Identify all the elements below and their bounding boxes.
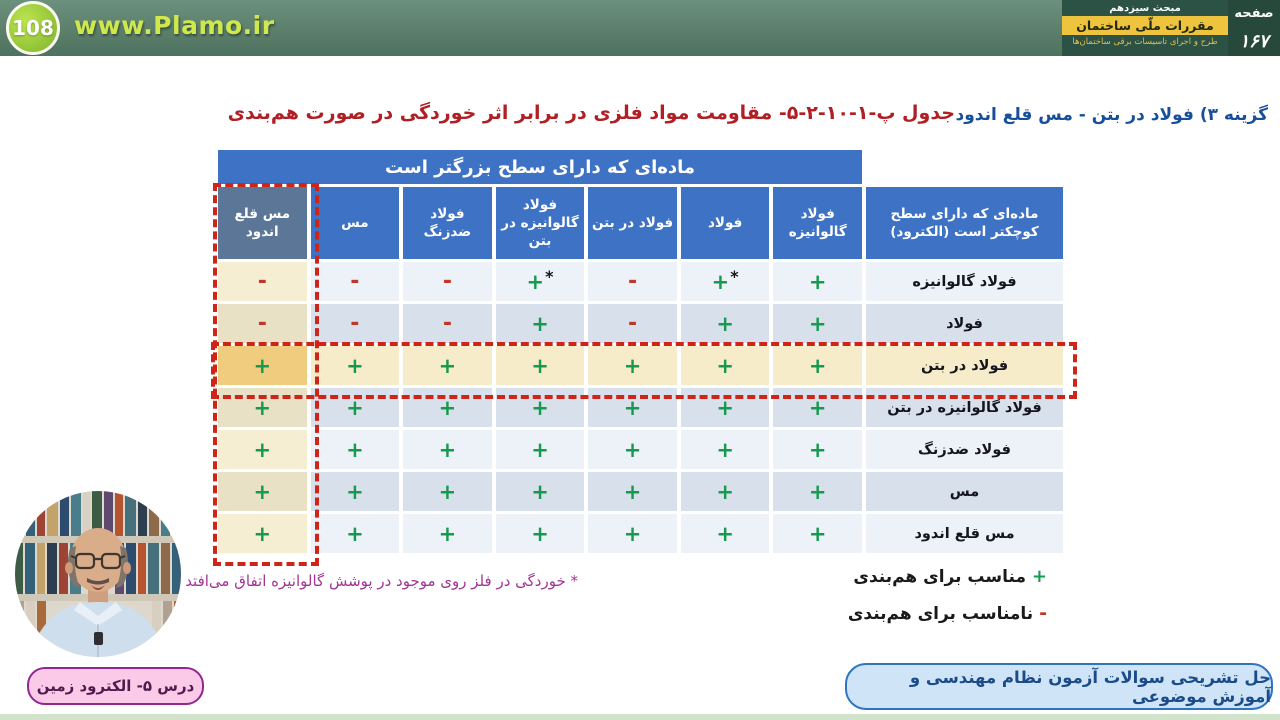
minus-symbol: -	[350, 311, 360, 336]
compat-cell	[403, 472, 492, 511]
column-header: فولاد ضدزنگ	[403, 187, 492, 259]
corrosion-table	[218, 150, 1063, 554]
compat-cell	[681, 430, 770, 469]
table-banner: ماده‌ای که دارای سطح بزرگتر است	[218, 150, 862, 184]
plus-symbol: +	[808, 353, 827, 378]
plus-symbol: +	[711, 269, 730, 294]
compat-cell	[496, 262, 585, 301]
plus-symbol: +	[531, 479, 549, 504]
legend-minus-row	[848, 602, 1047, 624]
compat-cell	[773, 388, 862, 427]
column-header: فولاد در بتن	[588, 187, 677, 259]
plus-symbol: +	[623, 521, 642, 546]
compat-cell	[218, 346, 307, 385]
plus-symbol: +	[438, 353, 457, 378]
legend	[848, 566, 1047, 639]
compat-cell	[403, 304, 492, 343]
compat-cell	[681, 346, 770, 385]
table-title: جدول پ-۱-۱۰-۲-۵- مقاومت مواد فلزی در برابر اثر خوردگی در صورت هم‌بندی	[227, 102, 955, 124]
plus-symbol: +	[253, 395, 272, 420]
plus-symbol: +	[808, 395, 827, 420]
plus-symbol: +	[808, 521, 827, 546]
row-label: مس	[866, 472, 1063, 511]
regulation-subtitle: طرح و اجرای تاسیسات برقی ساختمان‌ها	[1072, 37, 1218, 47]
compat-cell	[218, 430, 307, 469]
compat-cell	[311, 304, 400, 343]
minus-symbol: -	[442, 269, 452, 294]
plus-symbol: +	[623, 353, 642, 378]
plus-symbol: +	[808, 311, 827, 336]
plus-symbol: +	[531, 437, 549, 462]
plus-symbol: +	[253, 521, 272, 546]
minus-symbol: -	[628, 269, 638, 294]
plus-symbol: +	[253, 479, 272, 504]
row-label: فولاد گالوانیزه	[866, 262, 1063, 301]
instructor-illustration	[14, 490, 182, 658]
compat-cell	[773, 514, 862, 553]
compat-cell	[311, 430, 400, 469]
compat-cell	[496, 514, 585, 553]
compat-cell	[588, 514, 677, 553]
compat-cell	[218, 388, 307, 427]
compat-cell	[403, 514, 492, 553]
plus-symbol: +	[531, 311, 549, 336]
compat-cell	[218, 514, 307, 553]
compat-cell	[496, 430, 585, 469]
compat-cell	[773, 346, 862, 385]
compat-cell	[681, 304, 770, 343]
column-header: مس قلع اندود	[218, 187, 307, 259]
plus-symbol: +	[253, 437, 272, 462]
compat-cell	[588, 262, 677, 301]
compat-cell	[311, 514, 400, 553]
page-number: ۱۶۷	[1239, 31, 1269, 52]
lesson-pill: درس ۵- الکترود زمین	[27, 667, 204, 705]
compat-cell	[403, 430, 492, 469]
page-label: صفحه	[1234, 6, 1274, 21]
column-header: فولاد گالوانیزه در بتن	[496, 187, 585, 259]
compat-cell	[681, 514, 770, 553]
plus-symbol: +	[438, 395, 457, 420]
compat-cell	[496, 346, 585, 385]
minus-symbol: -	[350, 269, 360, 294]
row-label: مس قلع اندود	[866, 514, 1063, 553]
compat-cell	[311, 346, 400, 385]
plus-symbol: +	[716, 479, 734, 504]
plus-symbol: +	[346, 437, 364, 462]
bottom-strip	[0, 714, 1280, 720]
plus-symbol: +	[253, 353, 272, 378]
row-label: فولاد در بتن	[866, 346, 1063, 385]
compat-cell	[311, 262, 400, 301]
compat-cell	[218, 304, 307, 343]
plus-symbol: +	[531, 353, 549, 378]
plus-symbol: +	[438, 437, 457, 462]
row-header-cell: ماده‌ای که دارای سطح کوچکتر است (الکترود)	[866, 187, 1063, 259]
compat-cell	[588, 346, 677, 385]
legend-minus-label: نامناسب برای هم‌بندی	[847, 604, 1034, 624]
minus-symbol: -	[1039, 602, 1047, 624]
plus-symbol: +	[438, 479, 457, 504]
compat-cell	[588, 472, 677, 511]
minus-symbol: -	[257, 311, 267, 336]
compat-cell	[588, 304, 677, 343]
row-label: فولاد	[866, 304, 1063, 343]
site-watermark: www.Plamo.ir	[74, 11, 275, 40]
plus-symbol: +	[808, 437, 827, 462]
compat-cell	[773, 472, 862, 511]
plus-symbol: +	[531, 521, 549, 546]
compat-cell	[496, 472, 585, 511]
column-header: فولاد گالوانیزه	[773, 187, 862, 259]
minus-symbol: -	[628, 311, 638, 336]
plus-symbol: +	[716, 395, 734, 420]
plus-symbol: +	[1031, 566, 1047, 587]
plus-symbol: +	[716, 437, 734, 462]
plus-symbol: +	[346, 479, 364, 504]
column-header: مس	[311, 187, 400, 259]
plus-symbol: +	[623, 437, 642, 462]
plus-symbol: +	[623, 479, 642, 504]
plus-symbol: +	[808, 479, 827, 504]
compat-cell	[496, 304, 585, 343]
plus-symbol: +	[526, 269, 545, 294]
plus-symbol: +	[808, 269, 827, 294]
legend-plus-label: مناسب برای هم‌بندی	[853, 567, 1026, 587]
row-label: فولاد گالوانیزه در بتن	[866, 388, 1063, 427]
plus-symbol: +	[716, 311, 734, 336]
compat-cell	[218, 472, 307, 511]
plus-symbol: +	[716, 353, 734, 378]
compat-cell	[403, 346, 492, 385]
compat-cell	[681, 262, 770, 301]
minus-symbol: -	[442, 311, 452, 336]
plus-symbol: +	[346, 395, 364, 420]
compat-cell	[773, 262, 862, 301]
plus-symbol: +	[346, 521, 364, 546]
compat-cell	[773, 430, 862, 469]
minus-symbol: -	[257, 269, 267, 294]
topic-box	[1062, 0, 1228, 56]
compat-cell	[403, 388, 492, 427]
row-label: فولاد ضدزنگ	[866, 430, 1063, 469]
compat-cell	[588, 430, 677, 469]
plus-symbol: +	[346, 353, 364, 378]
compat-cell	[311, 388, 400, 427]
answer-option-title: گزینه ۳) فولاد در بتن - مس قلع اندود	[955, 105, 1268, 125]
plus-symbol: +	[438, 521, 457, 546]
compat-grid	[218, 150, 1063, 554]
page-box	[1228, 0, 1280, 56]
compat-cell	[773, 304, 862, 343]
top-bar	[0, 0, 1280, 56]
compat-cell	[496, 388, 585, 427]
compat-cell	[218, 262, 307, 301]
table-footnote: * خوردگی در فلز روی موجود در پوشش گالوانیزه اتفاق می‌افتد	[185, 572, 578, 590]
course-banner: حل تشریحی سوالات آزمون نظام مهندسی و آموزش موضوعی	[845, 663, 1273, 710]
compat-cell	[681, 472, 770, 511]
legend-plus-row	[848, 566, 1047, 587]
compat-cell	[403, 262, 492, 301]
book-info-panel	[1062, 0, 1280, 56]
video-number-badge: 108	[6, 1, 60, 55]
column-header: فولاد	[681, 187, 770, 259]
plus-symbol: +	[716, 521, 734, 546]
compat-cell	[588, 388, 677, 427]
footnote-star: *	[545, 267, 554, 286]
plus-symbol: +	[623, 395, 642, 420]
compat-cell	[311, 472, 400, 511]
topic-title: مبحث سیزدهم	[1109, 3, 1181, 14]
instructor-webcam	[14, 490, 182, 658]
footnote-star: *	[730, 267, 739, 286]
regulation-title: مقررات ملّی ساختمان	[1062, 16, 1228, 35]
compat-cell	[681, 388, 770, 427]
plus-symbol: +	[531, 395, 549, 420]
